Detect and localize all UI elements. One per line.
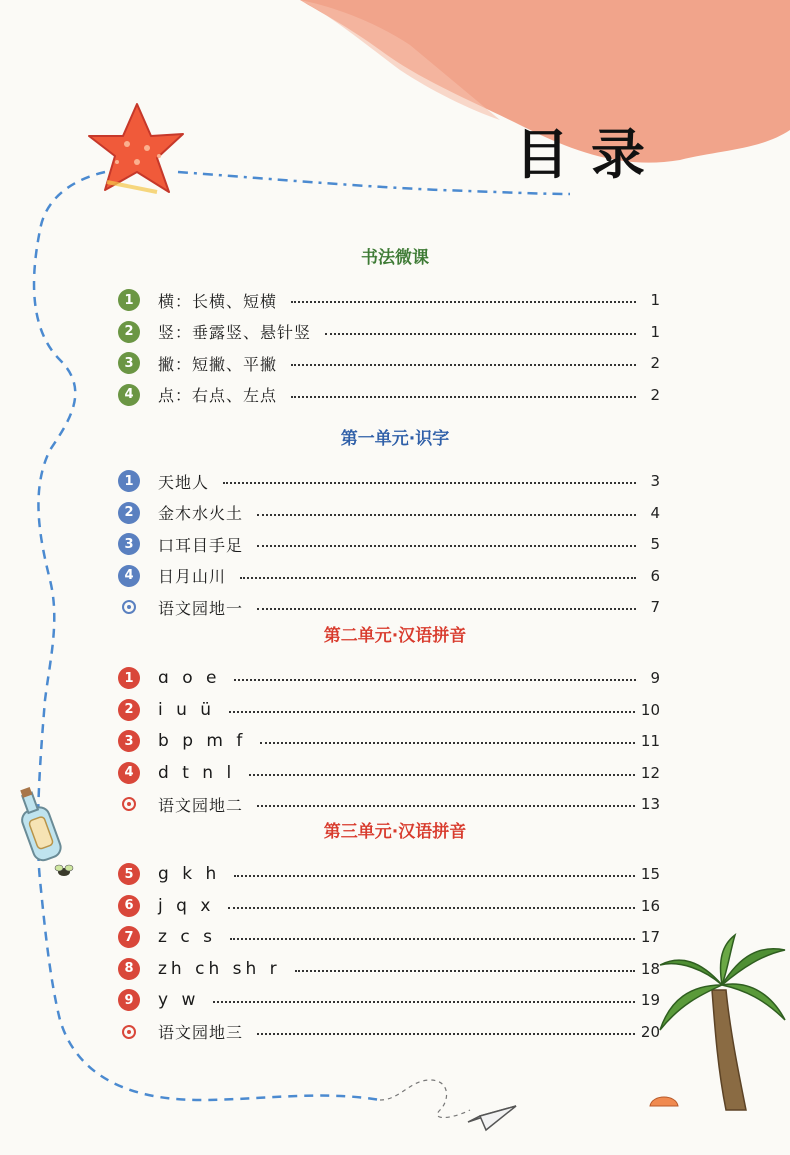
- entry-label: 口耳目手足: [158, 535, 244, 555]
- entry-label: 横：长横、短横: [158, 291, 278, 311]
- entry-label: y w: [158, 990, 200, 1010]
- palm-tree-icon: [660, 935, 785, 1110]
- ring-inner: [122, 797, 136, 811]
- entry-number-badge: 3: [118, 352, 140, 374]
- toc-entry[interactable]: [118, 760, 660, 786]
- dotted-leader: [260, 742, 635, 744]
- toc-entry[interactable]: [118, 665, 660, 691]
- entry-page-number: 9: [650, 669, 660, 687]
- dotted-leader: [229, 711, 635, 713]
- toc-entry[interactable]: [118, 531, 660, 557]
- entry-page-number: 7: [650, 598, 660, 616]
- entry-label: z c s: [158, 927, 216, 947]
- entry-page-number: 17: [640, 928, 660, 946]
- entry-number-badge: 2: [118, 699, 140, 721]
- toc-entry[interactable]: [118, 500, 660, 526]
- entry-page-number: 1: [650, 322, 660, 341]
- entry-page-number: 11: [640, 732, 660, 750]
- toc-entry[interactable]: [118, 697, 660, 723]
- entry-number-badge: 1: [118, 289, 140, 311]
- toc-entry[interactable]: [118, 350, 660, 376]
- entry-number-badge: 1: [118, 470, 140, 492]
- toc-entry[interactable]: [118, 791, 660, 817]
- entry-page-number: 2: [650, 354, 660, 372]
- toc-entry[interactable]: [118, 987, 660, 1013]
- dotted-leader: [257, 514, 636, 516]
- toc-entry[interactable]: [118, 382, 660, 408]
- toc-entry[interactable]: [118, 594, 660, 620]
- toc-entry[interactable]: [118, 563, 660, 589]
- toc-entry[interactable]: [118, 956, 660, 982]
- entry-number-badge: 1: [118, 667, 140, 689]
- entry-label: 点：右点、左点: [158, 386, 278, 405]
- ring-inner: [122, 600, 136, 614]
- entry-number-badge: 5: [118, 863, 140, 885]
- entry-label: zh ch sh r: [158, 958, 281, 979]
- entry-page-number: 12: [640, 763, 660, 782]
- section-title: 第一单元·识字: [340, 429, 450, 449]
- entry-page-number: 16: [640, 896, 660, 915]
- entry-number-badge: 3: [118, 730, 140, 752]
- starfish-icon: [89, 104, 183, 192]
- entry-page-number: 18: [640, 959, 660, 978]
- entry-label: g k h: [158, 864, 221, 884]
- toc-entry[interactable]: [118, 924, 660, 950]
- entry-page-number: 19: [640, 991, 660, 1009]
- dotted-leader: [257, 805, 635, 807]
- section-title: 第三单元·汉语拼音: [323, 822, 467, 842]
- toc-entry[interactable]: [118, 468, 660, 494]
- target-ring-icon: [118, 596, 140, 618]
- dotted-leader: [240, 577, 636, 579]
- entry-number-badge: 4: [118, 762, 140, 784]
- dotted-leader: [223, 482, 636, 484]
- dotted-leader: [291, 301, 636, 303]
- shell-icon: [650, 1097, 678, 1106]
- entry-label: 天地人: [158, 472, 210, 492]
- paper-plane-icon: [468, 1106, 516, 1130]
- dotted-leader: [230, 938, 635, 940]
- target-ring-icon: [118, 793, 140, 815]
- entry-label: i u ü: [158, 699, 216, 720]
- toc-entry[interactable]: [118, 893, 660, 919]
- entry-label: d t n l: [158, 762, 236, 783]
- entry-page-number: 1: [650, 291, 660, 309]
- entry-label: 语文园地三: [158, 1023, 244, 1042]
- toc-entry[interactable]: [118, 319, 660, 345]
- dotted-leader: [295, 970, 635, 972]
- dotted-leader: [257, 608, 636, 610]
- entry-label: 语文园地二: [158, 795, 244, 815]
- toc-entry[interactable]: [118, 861, 660, 887]
- dotted-leader: [249, 774, 635, 776]
- entry-label: ɑ o e: [158, 668, 221, 688]
- entry-label: 语文园地一: [158, 598, 244, 618]
- entry-number-badge: 6: [118, 895, 140, 917]
- entry-label: b p m f: [158, 731, 247, 751]
- dotted-leader: [257, 1033, 635, 1035]
- entry-number-badge: 4: [118, 384, 140, 406]
- entry-label: 金木水火土: [158, 504, 244, 523]
- entry-page-number: 5: [650, 535, 660, 553]
- dotted-leader: [234, 875, 635, 877]
- page-title: 目录: [515, 122, 667, 186]
- dotted-leader: [291, 396, 636, 398]
- entry-page-number: 15: [640, 865, 660, 883]
- entry-number-badge: 2: [118, 321, 140, 343]
- dotted-leader: [257, 545, 636, 547]
- dotted-leader: [228, 907, 635, 909]
- dotted-leader: [213, 1001, 635, 1003]
- entry-page-number: 6: [650, 566, 660, 585]
- toc-entry[interactable]: [118, 1019, 660, 1045]
- entry-label: 竖：垂露竖、悬针竖: [158, 323, 312, 342]
- entry-number-badge: 2: [118, 502, 140, 524]
- section-title: 第二单元·汉语拼音: [323, 626, 467, 646]
- entry-number-badge: 9: [118, 989, 140, 1011]
- dotted-leader: [325, 333, 636, 335]
- entry-page-number: 4: [650, 503, 660, 522]
- entry-page-number: 13: [640, 795, 660, 813]
- section-title: 书法微课: [361, 248, 429, 268]
- entry-page-number: 10: [640, 700, 660, 719]
- entry-page-number: 2: [650, 385, 660, 404]
- entry-label: j q x: [158, 895, 215, 916]
- dotted-leader: [234, 679, 636, 681]
- entry-number-badge: 7: [118, 926, 140, 948]
- entry-number-badge: 8: [118, 958, 140, 980]
- entry-page-number: 3: [650, 472, 660, 490]
- toc-entry[interactable]: [118, 287, 660, 313]
- entry-number-badge: 3: [118, 533, 140, 555]
- entry-number-badge: 4: [118, 565, 140, 587]
- toc-entry[interactable]: [118, 728, 660, 754]
- entry-label: 日月山川: [158, 567, 227, 586]
- ring-inner: [122, 1025, 136, 1039]
- target-ring-icon: [118, 1021, 140, 1043]
- dotted-leader: [291, 364, 636, 366]
- entry-page-number: 20: [640, 1022, 660, 1041]
- entry-label: 撇：短撇、平撇: [158, 354, 278, 374]
